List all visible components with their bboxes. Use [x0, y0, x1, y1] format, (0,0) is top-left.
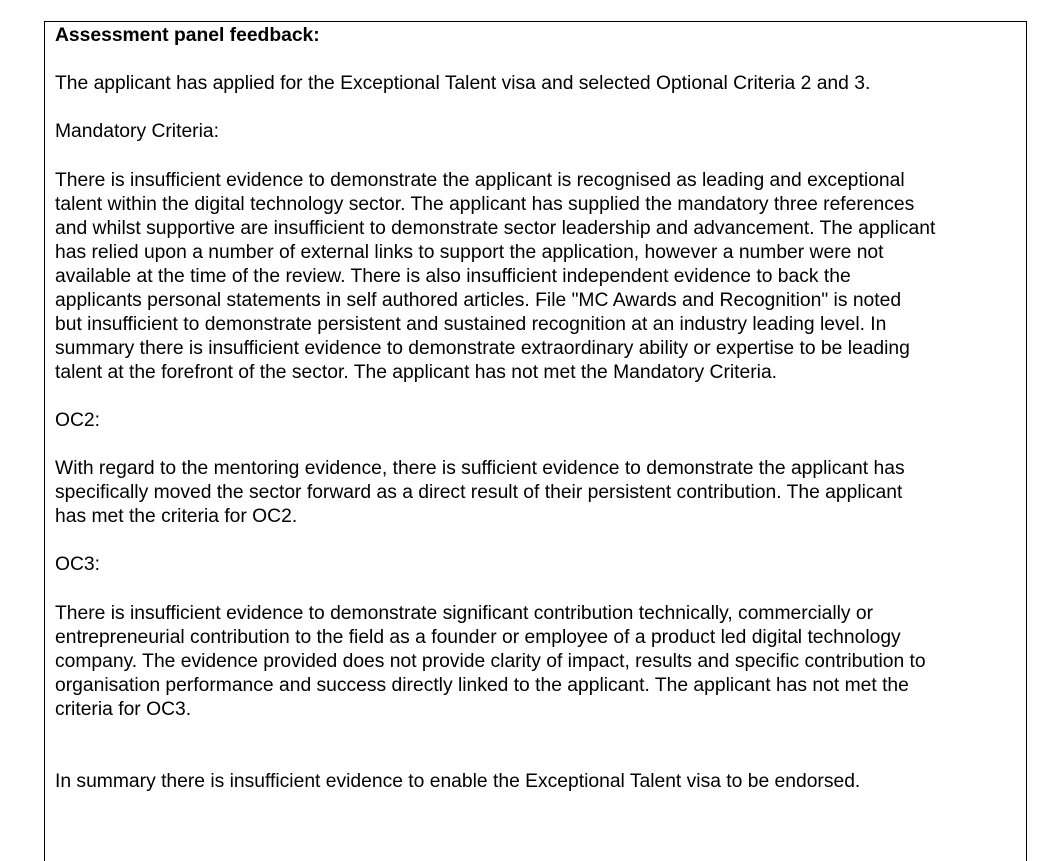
paragraph-line: and whilst supportive are insufficient to demonstrate sector leadership and advancement. The applicant	[55, 218, 936, 239]
paragraph-line: There is insufficient evidence to demonstrate the applicant is recognised as leading and exceptional	[55, 170, 905, 191]
paragraph-line: organisation performance and success directly linked to the applicant. The applicant has not met the	[55, 675, 909, 696]
summary-paragraph: In summary there is insufficient evidence to enable the Exceptional Talent visa to be endorsed.	[55, 771, 861, 792]
paragraph-line: There is insufficient evidence to demonstrate significant contribution technically, commercially or	[55, 603, 874, 624]
paragraph-line: specifically moved the sector forward as a direct result of their persistent contribution. The applicant	[55, 482, 903, 503]
paragraph-line: talent at the forefront of the sector. The applicant has not met the Mandatory Criteria.	[55, 362, 778, 383]
paragraph-line: has relied upon a number of external links to support the application, however a number were not	[55, 242, 884, 263]
intro-paragraph: The applicant has applied for the Exceptional Talent visa and selected Optional Criteria 2 and 3.	[55, 73, 871, 94]
paragraph-line: company. The evidence provided does not provide clarity of impact, results and specific contribution to	[55, 651, 926, 672]
paragraph-line: available at the time of the review. There is also insufficient independent evidence to back the	[55, 266, 851, 287]
paragraph-line: criteria for OC3.	[55, 699, 192, 720]
feedback-panel	[44, 21, 1027, 861]
mandatory-criteria-title: Mandatory Criteria:	[55, 121, 219, 142]
paragraph-line: but insufficient to demonstrate persistent and sustained recognition at an industry leading level. In	[55, 314, 887, 335]
paragraph-line: entrepreneurial contribution to the field as a founder or employee of a product led digital technology	[55, 627, 901, 648]
paragraph-line: has met the criteria for OC2.	[55, 506, 298, 527]
paragraph-line: With regard to the mentoring evidence, there is sufficient evidence to demonstrate the applicant has	[55, 458, 905, 479]
oc3-title: OC3:	[55, 554, 101, 575]
paragraph-line: applicants personal statements in self authored articles. File "MC Awards and Recognition" is noted	[55, 290, 902, 311]
paragraph-line: talent within the digital technology sector. The applicant has supplied the mandatory three references	[55, 194, 915, 215]
feedback-heading: Assessment panel feedback:	[55, 25, 320, 46]
oc2-title: OC2:	[55, 410, 101, 431]
paragraph-line: summary there is insufficient evidence to demonstrate extraordinary ability or expertise to be leading	[55, 338, 910, 359]
